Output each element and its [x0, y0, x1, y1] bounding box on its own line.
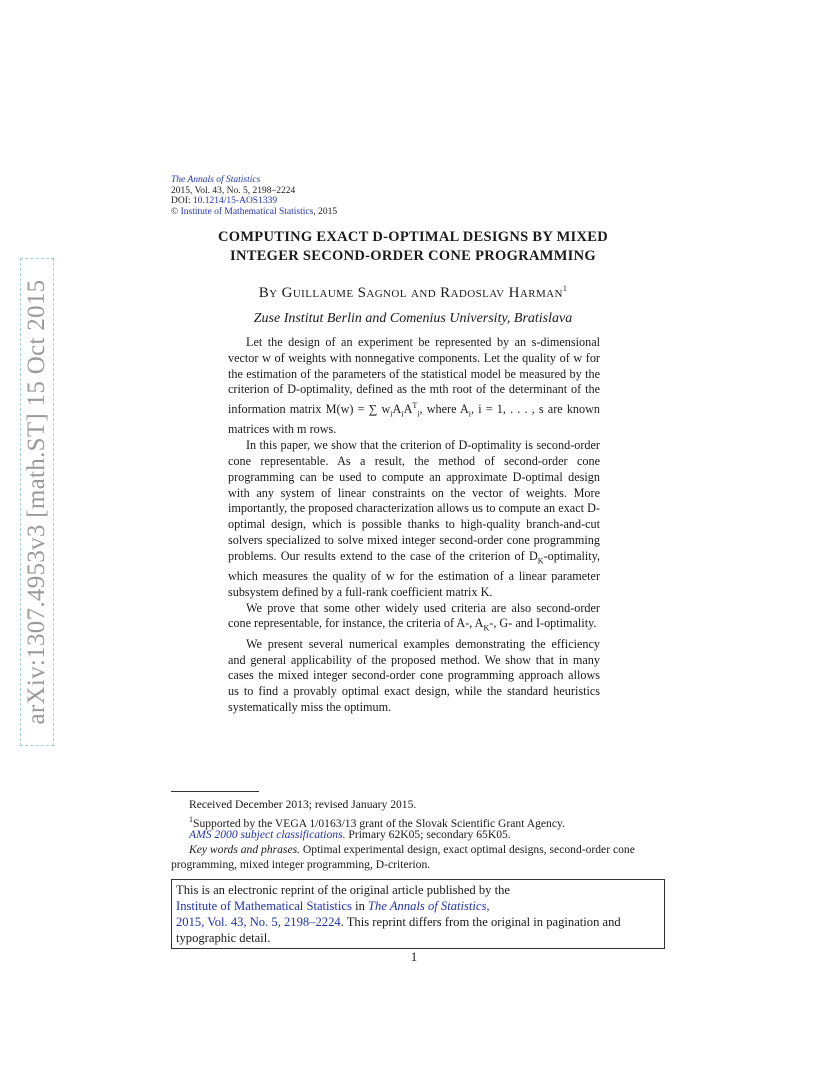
reprint-volume-link[interactable]: 2015, Vol. 43, No. 5, 2198–2224	[176, 915, 341, 929]
copyright-symbol: ©	[171, 206, 179, 217]
abstract-p3-text: We prove that some other widely used criteria are also second-order cone representable, for instance, the criteria of A-, A	[228, 600, 600, 631]
copyright-org-link[interactable]: Institute of Mathematical Statistics	[180, 206, 314, 217]
support-mark: 1	[189, 815, 193, 824]
abstract-p1-end: , i = 1, . . . , s are known matrices with m rows.	[228, 402, 601, 437]
reprint-notice	[171, 879, 665, 949]
reprint-line-1: This is an electronic reprint of the original article published by the	[176, 883, 510, 897]
abstract-paragraph-4: We present several numerical examples demonstrating the efficiency and general applicability of the proposed method. We show that in many cases the mixed integer second-order cone programming approach allows us to find a provably optimal exact design, while the standard heuristics systematically miss the optimum.	[228, 636, 600, 714]
abstract-p1-mid: , where A	[419, 402, 469, 417]
authors	[150, 284, 676, 302]
arxiv-id: arXiv:1307.4953v3 [math.ST] 15 Oct 2015	[23, 279, 50, 725]
abstract	[228, 335, 600, 716]
reprint-comma: ,	[486, 899, 490, 913]
reprint-in: in	[351, 899, 369, 913]
footnote-rule	[171, 791, 259, 792]
abstract-p2-end: -optimality, which measures the quality of w for the estimation of a linear parameter subsystem defined by a full-rank coefficient matrix K.	[228, 548, 600, 599]
keywords	[171, 842, 657, 872]
support-text: Supported by the VEGA 1/0163/13 grant of the Slovak Scientific Grant Agency.	[193, 816, 565, 830]
reprint-rest: . This reprint differs from the original in pagination and typographic detail.	[176, 915, 621, 945]
title-line-2: INTEGER SECOND-ORDER CONE PROGRAMMING	[230, 248, 596, 264]
doi-label: DOI:	[171, 196, 191, 206]
abstract-p1-text: Let the design of an experiment be represented by an s-dimensional vector w of weights with nonnegative components. Let the quality of w for the estimation of the parameters of the statistical model be measured by the criterion of D-optimality, defined as the mth root of the determinant of the information matrix M(w) =	[228, 335, 600, 417]
journal-doi	[171, 196, 337, 207]
paper-title	[150, 228, 676, 266]
title-line-1: COMPUTING EXACT D-OPTIMAL DESIGNS BY MIXED	[217, 229, 609, 245]
sum-expression: ∑ $w_iA_iA^T_i$	[368, 401, 420, 419]
ams-classification	[171, 827, 675, 842]
author-footnote-mark: 1	[562, 284, 568, 293]
abstract-p2-text: In this paper, we show that the criterion of D-optimality is second-order cone representable. As a result, the method of second-order cone programming can be used to compute an approximate D-optimal design with any system of linear constraints on the vector of weights. More importantly, the proposed characterization allows us to compute an exact D-optimal design, which is possible thanks to high-quality branch-and-cut solvers specialized to solve mixed integer second-order cone programming problems. Our results extend to the case of the criterion of D	[228, 438, 600, 563]
sum-symbol: ∑ w	[368, 402, 391, 417]
abstract-paragraph-2: In this paper, we show that the criterion of D-optimality is second-order cone representable. As a result, the method of second-order cone programming can be used to compute an approximate D-optimal design with any system of linear constraints on the vector of weights. More importantly, the proposed characterization allows us to compute an exact D-optimal design, which is possible thanks to high-quality branch-and-cut solvers specialized to solve mixed integer second-order cone programming problems. Our results extend to the case of the criterion of $D_K$-optimality, which measures the quality of w for the estimation of a linear parameter subsystem defined by a full-rank coefficient matrix K.	[228, 438, 600, 599]
ams-text: Primary 62K05; secondary 65K05.	[345, 828, 511, 841]
ams-link[interactable]: AMS 2000 subject classifications.	[189, 828, 346, 841]
abstract-paragraph-1: Let the design of an experiment be represented by an s-dimensional vector w of weights with nonnegative components. Let the quality of w for the estimation of the parameters of the statistical model be measured by the criterion of D-optimality, defined as the mth root of the determinant of the information matrix M(w) = ∑ $w_iA_iA^T_i$, where $A_i$, i = 1, . . . , s are known matrices with m rows.	[228, 335, 601, 437]
doi-link[interactable]: 10.1214/15-AOS1339	[192, 196, 278, 206]
received-note: Received December 2013; revised January 2015.	[189, 798, 417, 811]
journal-copyright	[171, 207, 337, 218]
copyright-year: , 2015	[313, 206, 338, 217]
reprint-inst-link[interactable]: Institute of Mathematical Statistics	[176, 899, 352, 913]
page-number: 1	[410, 950, 418, 964]
abstract-paragraph-3: We prove that some other widely used criteria are also second-order cone representable, for instance, the criteria of A-, $A_K-$, G- and I-optimality.	[228, 600, 600, 633]
keywords-label: Key words and phrases.	[189, 843, 301, 856]
journal-header	[171, 175, 337, 217]
keywords-text: Optimal experimental design, exact optimal designs, second-order cone programming, mixed integer programming, D-criterion.	[171, 843, 635, 871]
journal-volume: 2015, Vol. 43, No. 5, 2198–2224	[171, 185, 296, 196]
author-names: By Guillaume Sagnol and Radoslav Harman	[258, 285, 563, 301]
journal-name[interactable]: The Annals of Statistics	[171, 175, 261, 185]
abstract-p3-end: -, G- and I-optimality.	[489, 616, 597, 631]
affiliation: Zuse Institut Berlin and Comenius University, Bratislava	[253, 311, 573, 326]
arxiv-stamp	[20, 258, 54, 746]
reprint-journal-link[interactable]: The Annals of Statistics	[368, 899, 487, 913]
